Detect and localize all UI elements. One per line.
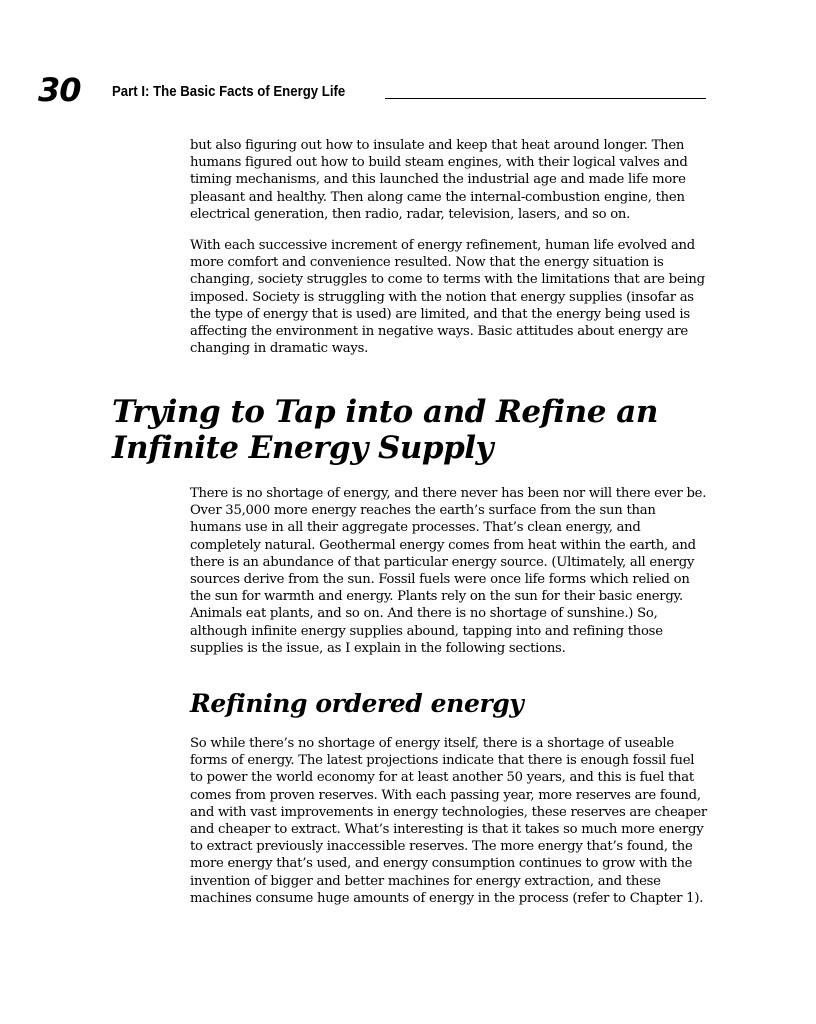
subsection-heading: Refining ordered energy <box>190 689 524 718</box>
subsection-paragraph: So while there’s no shortage of energy itself, there is a shortage of useable forms of energy. The latest projections indicate that there is enough fossil fuel to power the world economy for at least another 50 years, and this is fuel that comes from proven reserves. With each passing year, more reserves are found, and with vast improvements in energy technologies, these reserves are cheaper and cheaper to extract. What’s interesting is that it takes so much more energy to extract previously inaccessible reserves. The more energy that’s found, the more energy that’s used, and energy consumption continues to grow with the invention of bigger and better machines for energy extraction, and these machines consume huge amounts of energy in the process (refer to Chapter 1). <box>190 736 707 906</box>
body-paragraph-1: but also figuring out how to insulate and keep that heat around longer. Then humans figured out how to build steam engines, with their logical valves and timing mechanisms, and this launched the industrial age and made life more pleasant and healthy. Then along came the internal-combustion engine, then electrical generation, then radio, radar, television, lasers, and so on. <box>190 138 688 222</box>
section-paragraph: There is no shortage of energy, and there never has been nor will there ever be. Over 35,000 more energy reaches the earth’s surface from the sun than humans use in all their aggregate processes. That’s clean energy, and completely natural. Geothermal energy comes from heat within the earth, and there is an abundance of that particular energy source. (Ultimately, all energy sources derive from the sun. Fossil fuels were once life forms which relied on the sun for warmth and energy. Plants rely on the sun for their basic energy. Animals eat plants, and so on. And there is no shortage of sunshine.) So, although infinite energy supplies abound, tapping into and refining those supplies is the issue, as I explain in the following sections. <box>190 486 707 656</box>
header-rule <box>385 98 706 99</box>
page-header <box>38 72 706 108</box>
page-number: 30 <box>38 71 81 109</box>
running-head: Part I: The Basic Facts of Energy Life <box>112 83 346 100</box>
section-heading: Trying to Tap into and Refine an Infinite Energy Supply <box>112 394 658 466</box>
body-paragraph-2: With each successive increment of energy refinement, human life evolved and more comfort and convenience resulted. Now that the energy situation is changing, society struggles to come to terms with the limitations that are being imposed. Society is struggling with the notion that energy supplies (insofar as the type of energy that is used) are limited, and that the energy being used is affecting the environment in negative ways. Basic attitudes about energy are changing in dramatic ways. <box>190 238 705 357</box>
